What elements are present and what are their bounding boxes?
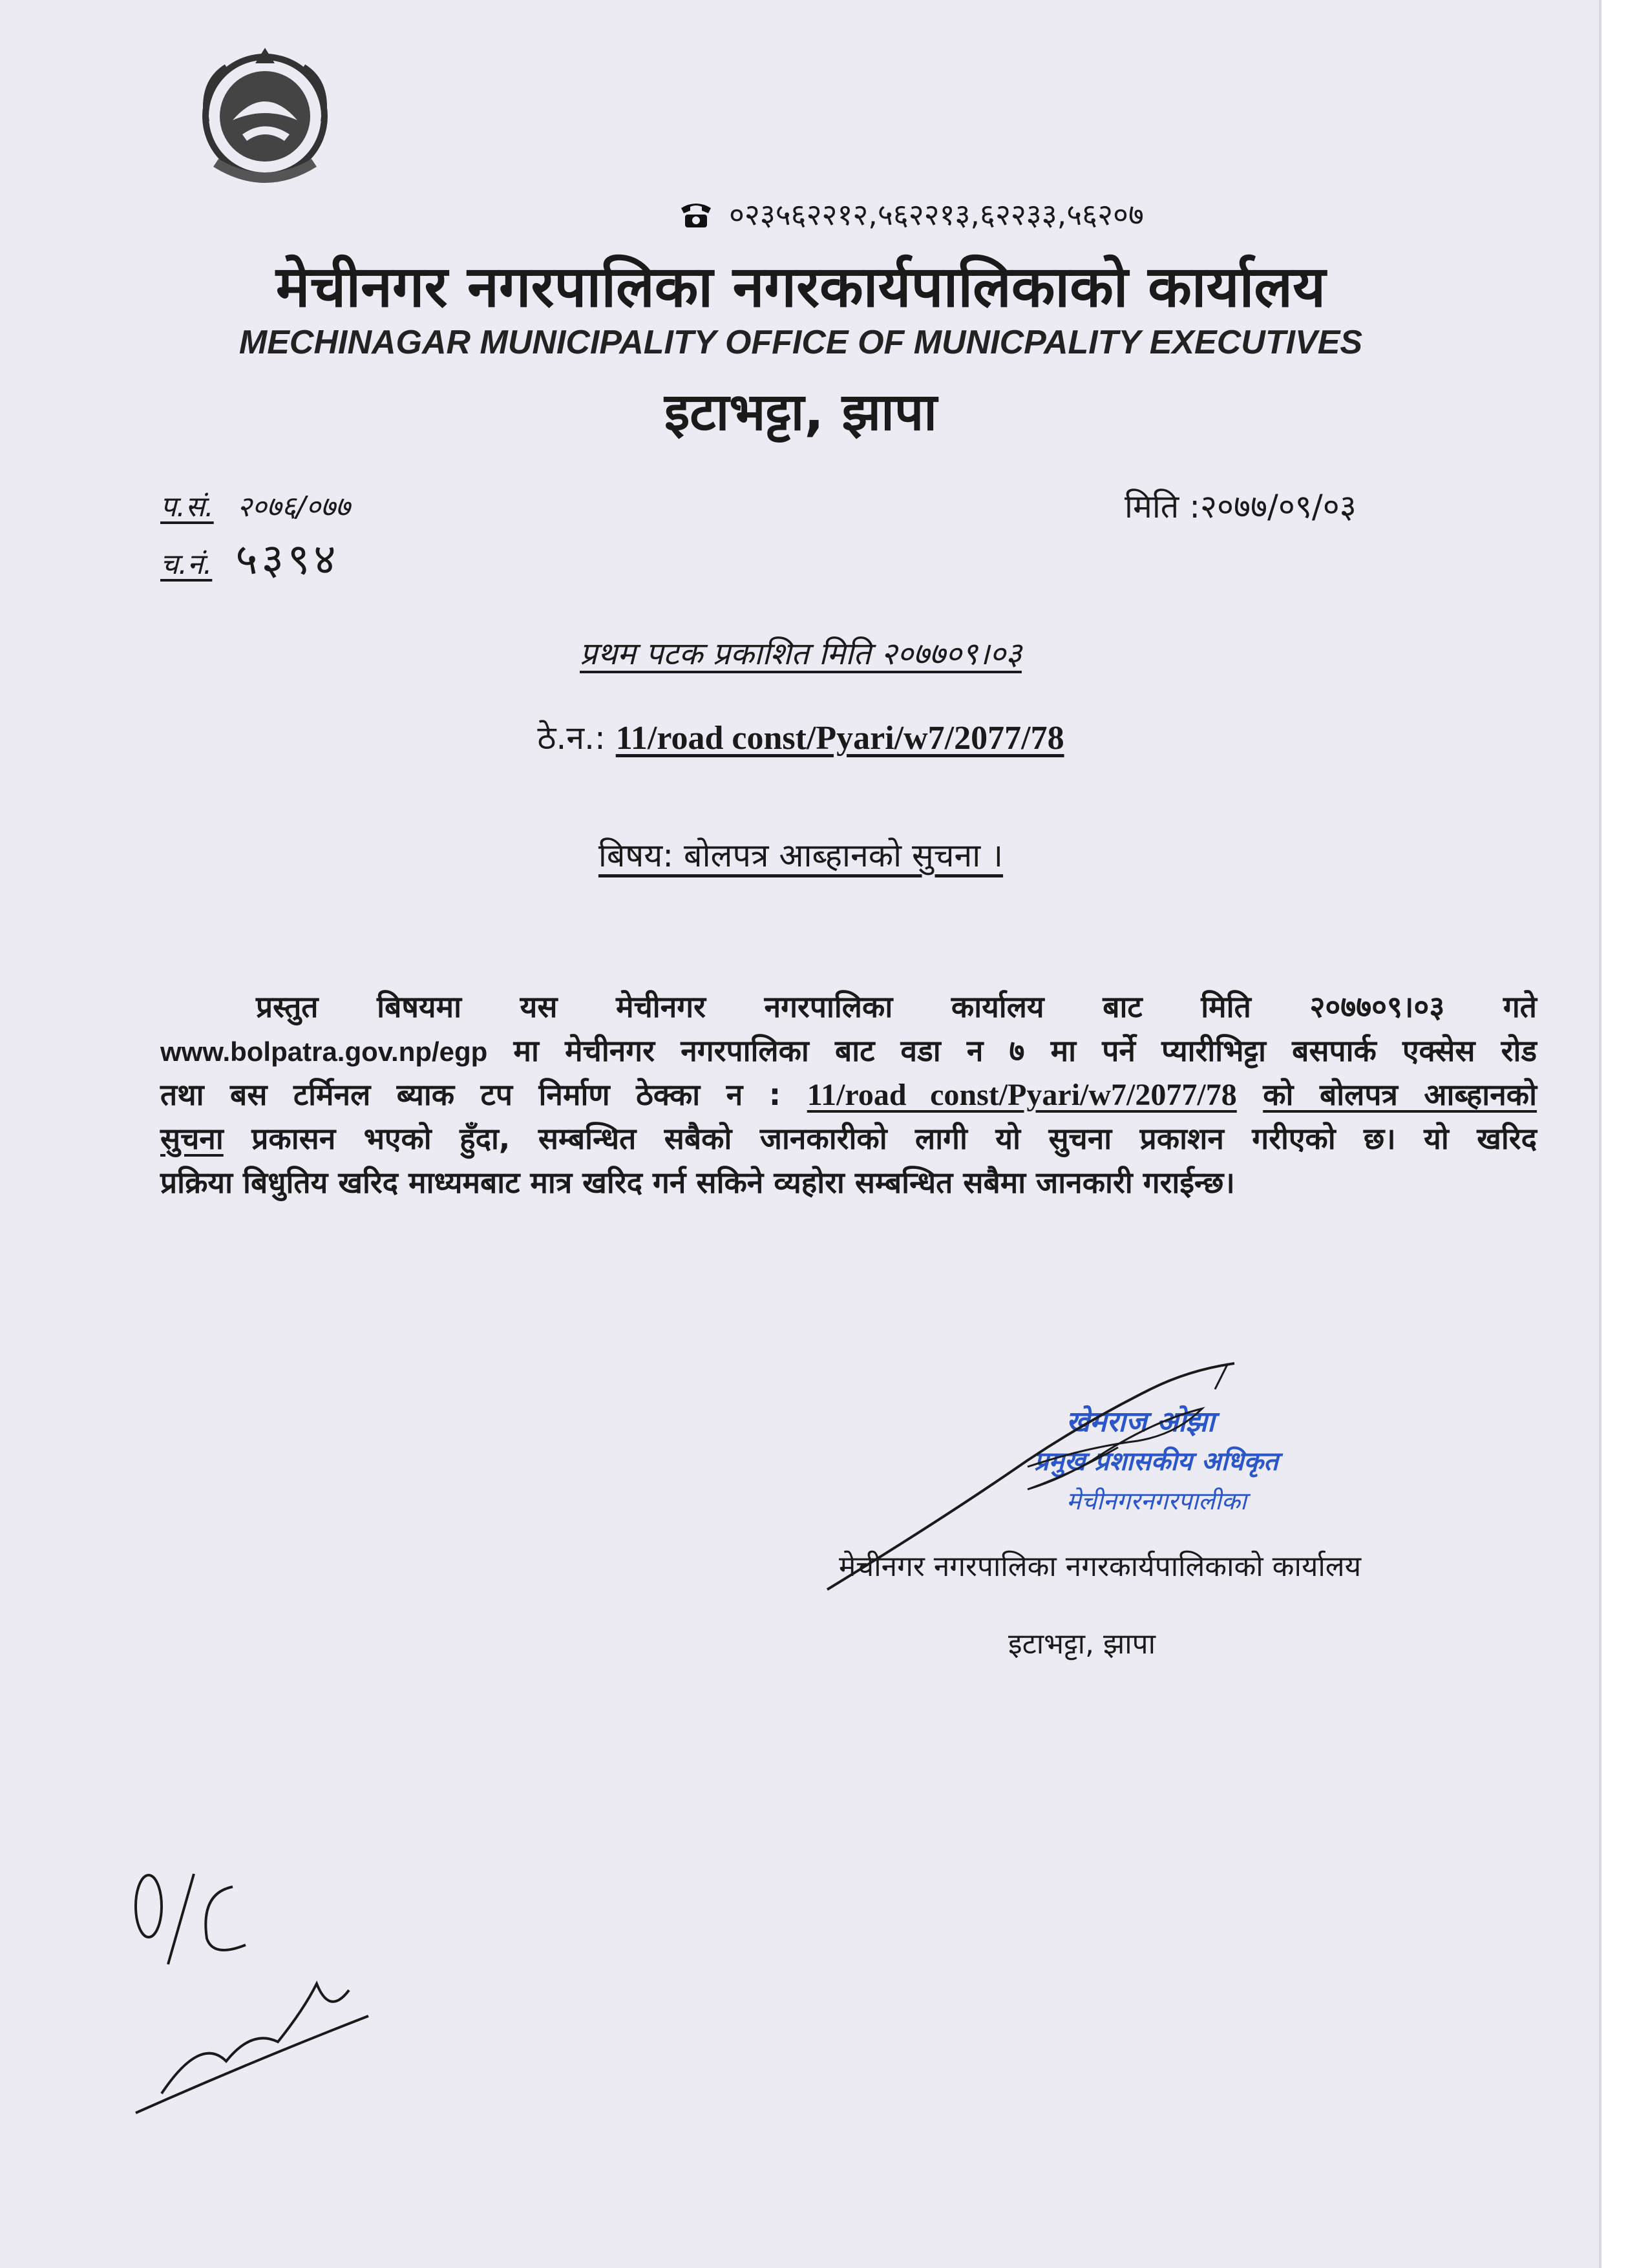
body-line-2-text: मा मेचीनगर नगरपालिका बाट वडा न ७ मा पर्ने प्यारीभिट्टा बसपार्क एक्सेस रोड — [513, 1033, 1537, 1068]
page-edge — [1601, 0, 1648, 2268]
subject-text: बिषय: बोलपत्र आब्हानको सुचना । — [598, 837, 1004, 874]
body-line-3-post: को बोलपत्र आब्हानको — [1263, 1077, 1537, 1112]
body-line-4-text: प्रकासन भएको हुँदा, सम्बन्धित सबैको जानकारीको लागी यो सुचना प्रकाशन गरीएको छ। यो खरिद — [251, 1121, 1537, 1156]
tender-code: 11/road const/Pyari/w7/2077/78 — [615, 720, 1064, 757]
bolpatra-website: www.bolpatra.gov.np/egp — [160, 1036, 488, 1067]
nepal-government-emblem-icon — [194, 44, 336, 196]
body-line-4 — [160, 1118, 1537, 1158]
cn-reference — [160, 529, 340, 587]
date-label: मिति : — [1125, 488, 1201, 525]
first-published-date — [0, 632, 1601, 674]
office-title-english: MECHINAGAR MUNICIPALITY OFFICE OF MUNICPALITY EXECUTIVES — [238, 324, 1363, 361]
body-line-2 — [160, 1030, 1537, 1070]
phone-line — [679, 194, 1144, 234]
telephone-icon — [679, 199, 713, 229]
signature-office: मेचीनगर नगरपालिका नगरकार्यपालिकाको कार्यालय — [839, 1550, 1362, 1583]
office-title-nepali: मेचीनगर नगरपालिका नगरकार्यपालिकाको कार्यालय — [275, 253, 1326, 320]
cn-label: च.नं. — [160, 548, 213, 581]
signature-location: इटाभट्टा, झापा — [1008, 1628, 1156, 1661]
body-line-1: प्रस्तुत बिषयमा यस मेचीनगर नगरपालिका कार्यालय बाट मिति २०७७०९।०३ गते — [256, 989, 1537, 1024]
ps-reference — [160, 486, 350, 525]
cn-value: ५३९४ — [235, 534, 340, 584]
date-value: २०७७/०९/०३ — [1200, 488, 1357, 525]
stamp-title: प्रमुख प्रशासकीय अधिकृत — [1034, 1447, 1278, 1476]
body-line-3 — [160, 1074, 1537, 1114]
body-line-3-pre: तथा बस टर्मिनल ब्याक टप निर्माण ठेक्का न : — [160, 1077, 781, 1112]
subject-line — [0, 832, 1601, 876]
first-published-text: प्रथम पटक प्रकाशित मिति २०७७०९।०३ — [580, 636, 1022, 672]
office-location: इटाभट्टा, झापा — [664, 382, 937, 442]
ps-value: २०७६/०७७ — [237, 490, 350, 523]
oc-handwritten-note-icon — [123, 1867, 394, 2126]
phone-numbers: ०२३५६२२१२,५६२२१३,६२२३३,५६२०७ — [729, 197, 1144, 232]
letter-date — [1125, 483, 1357, 527]
body-line-4-underlined: सुचना — [160, 1121, 224, 1156]
stamp-office: मेचीनगरनगरपालीका — [1066, 1487, 1247, 1515]
tender-number — [0, 715, 1601, 759]
stamp-name: खेमराज ओझा — [1066, 1405, 1215, 1438]
body-tender-code: 11/road const/Pyari/w7/2077/78 — [807, 1078, 1237, 1112]
tender-label: ठे.न.: — [537, 719, 606, 757]
body-line-5: प्रक्रिया बिधुतिय खरिद माध्यमबाट मात्र खरिद गर्न सकिने व्यहोरा सम्बन्धित सबैमा जानकारी गराईन्छ। — [160, 1165, 1235, 1200]
ps-label: प.सं. — [160, 490, 214, 523]
